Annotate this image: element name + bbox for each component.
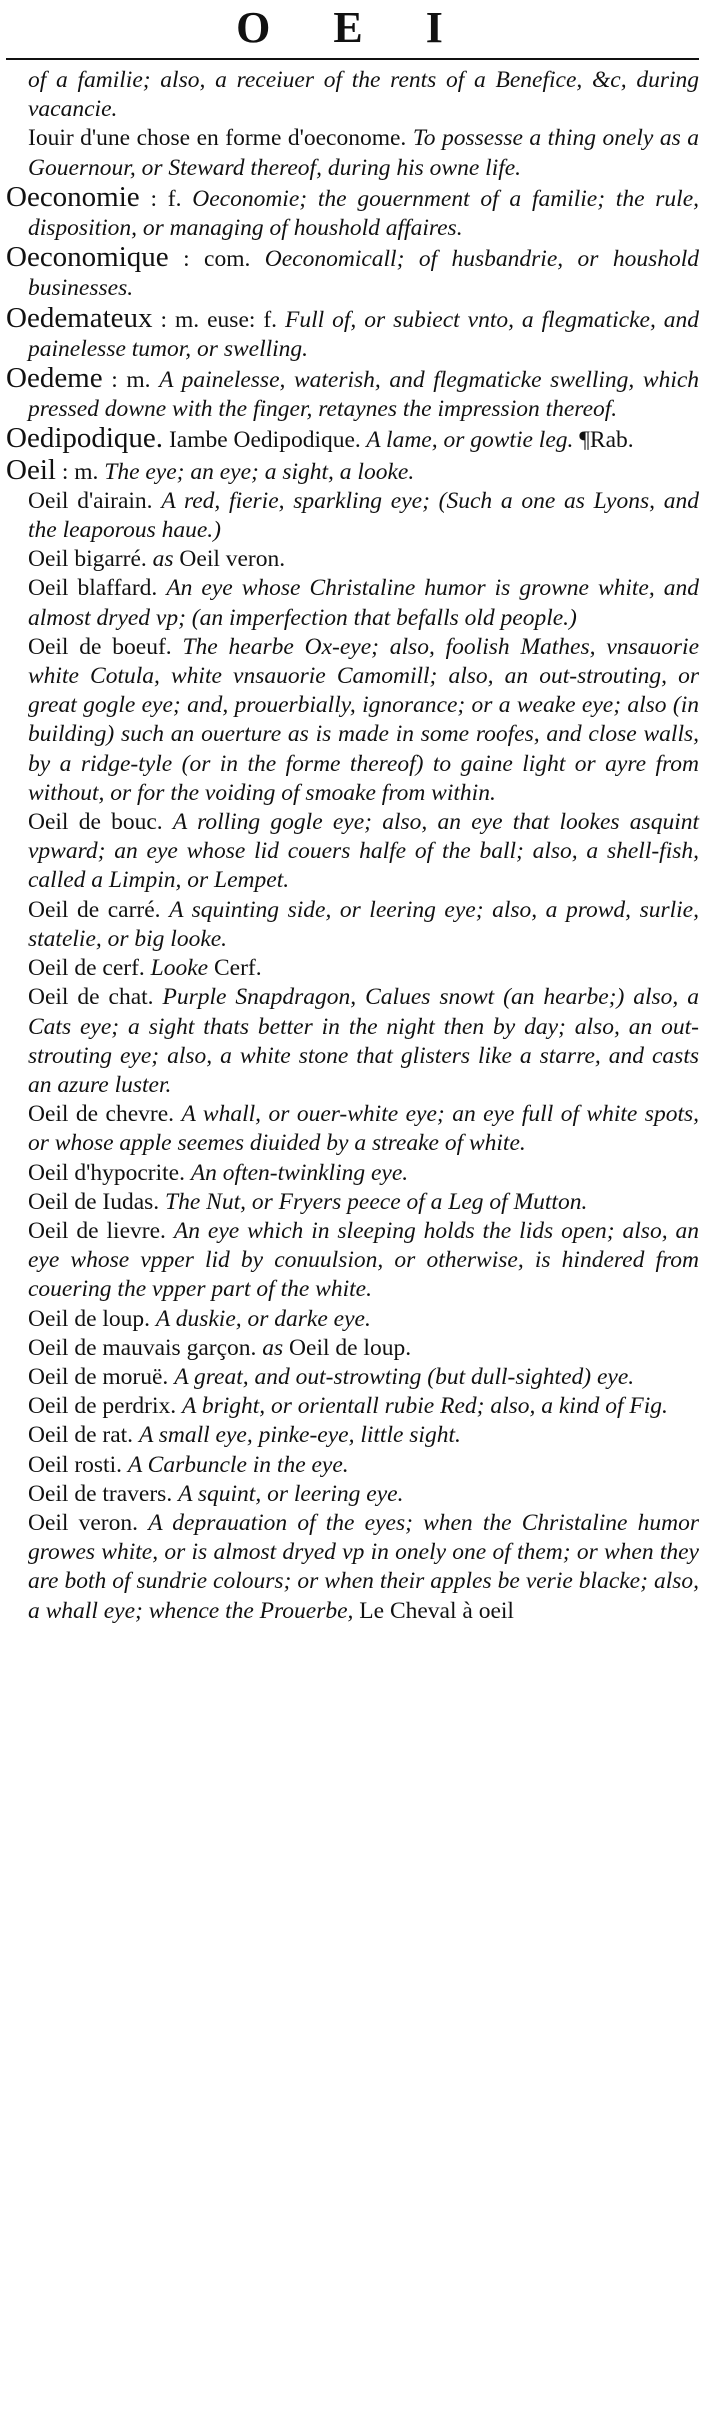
entry-headword: Oeil de bouc. — [28, 809, 163, 836]
entry-headword: Oeil de mauvais garçon. — [28, 1334, 257, 1361]
entry-headword: Oeil de rat. — [28, 1422, 134, 1449]
entry-definition: A Carbuncle in the eye. — [127, 1451, 349, 1478]
entry-headword: Oeil rosti. — [28, 1451, 122, 1478]
dictionary-entry — [6, 1100, 699, 1158]
entry-definition: A bright, or orientall rubie Red; also, a kind of Fig. — [182, 1393, 668, 1420]
dictionary-entry — [6, 1480, 699, 1509]
dictionary-entry — [6, 364, 699, 424]
entry-crossref: Cerf. — [208, 955, 262, 982]
dictionary-entry — [6, 424, 699, 455]
header-rule — [6, 58, 699, 60]
entry-definition: A squint, or leering eye. — [178, 1480, 404, 1507]
entry-headword: Oeil veron. — [28, 1509, 139, 1536]
page-header: O E I — [236, 3, 469, 52]
dictionary-entry — [6, 1188, 699, 1217]
entry-headword: Oedeme — [6, 362, 103, 395]
entry-definition: An eye whose Christaline humor is growne white, and almost dryed vp; (an imperfection that befalls old people.) — [28, 575, 700, 631]
entry-grammar: : m. — [61, 458, 99, 485]
dictionary-entry — [6, 1159, 699, 1188]
entry-definition: A whall, or ouer-white eye; an eye full of white spots, or whose apple seemes diuided by a streake of white. — [28, 1101, 699, 1157]
entry-crossref: Le Cheval à oeil — [353, 1597, 514, 1624]
entry-definition: Oeconomicall; of husbandrie, or houshold businesses. — [28, 246, 700, 302]
dictionary-entry — [6, 1509, 699, 1626]
entry-crossref: ¶Rab. — [573, 427, 634, 454]
entry-definition: The hearbe Ox-eye; also, foolish Mathes, vnsauorie white Cotula, white vnsauorie Camomill; also, an out-strouting, or great gogle eye; and, prouerbially, ignorance; or a weake eye; also (in building) such an ouerture as is made in some roofes, and close walls, by a ridge-tyle (or in the forme thereof) to gaine light or ayre from without, or for the voiding of smoake from within. — [28, 633, 699, 806]
dictionary-entry — [6, 1451, 699, 1480]
entry-headword: Oedemateux — [6, 301, 153, 334]
entry-phrase: Iambe Oedipodique. — [168, 427, 361, 454]
entry-grammar: : com. — [183, 246, 251, 273]
entry-definition: A small eye, pinke-eye, little sight. — [138, 1422, 461, 1449]
entry-headword: Oeil de chat. — [28, 984, 154, 1011]
entry-grammar: : m. — [111, 367, 151, 394]
dictionary-entry — [6, 453, 699, 487]
dictionary-entry — [6, 545, 699, 574]
dictionary-entry — [6, 1217, 699, 1305]
dictionary-entry — [6, 1421, 699, 1450]
entry-definition: Looke — [150, 955, 209, 982]
entry-headword: Oeil de lievre. — [28, 1217, 166, 1244]
entry-headword: Oeil — [6, 453, 56, 486]
entry-definition: Oeconomie; the gouernment of a familie; the rule, disposition, or managing of houshold affaires. — [28, 185, 700, 242]
entry-headword: Iouir d'une chose en forme d'oeconome. — [28, 125, 407, 152]
entry-headword: Oeil blaffard. — [28, 575, 158, 602]
entry-headword: Oeil d'airain. — [28, 487, 153, 514]
entry-crossref: Oeil veron. — [173, 546, 286, 573]
dictionary-entry — [6, 487, 699, 545]
dictionary-entry — [6, 301, 700, 364]
entry-headword: Oeil de perdrix. — [28, 1393, 177, 1420]
entry-grammar: : m. euse: f. — [160, 306, 278, 333]
entry-definition: An often-twinkling eye. — [190, 1159, 409, 1186]
entry-definition: A squinting side, or leering eye; also, a prowd, surlie, statelie, or big looke. — [28, 896, 699, 952]
dictionary-entry — [6, 633, 699, 808]
entry-headword: Oeil de cerf. — [28, 955, 145, 982]
entry-grammar: : f. — [150, 185, 182, 212]
entry-definition: The Nut, or Fryers peece of a Leg of Mutton. — [165, 1188, 588, 1215]
entry-definition: A red, fierie, sparkling eye; (Such a one as Lyons, and the leaporous haue.) — [28, 487, 699, 544]
entry-definition: A rolling gogle eye; also, an eye that lookes asquint vpward; an eye whose lid couers halfe of the ball; also, a shell-fish, called a Limpin, or Lempet. — [28, 809, 699, 894]
entry-headword: Oeil de carré. — [28, 896, 161, 923]
dictionary-entry — [6, 808, 699, 896]
entry-headword: Oeil de moruë. — [28, 1363, 169, 1390]
dictionary-entry — [6, 954, 699, 983]
entry-definition: as — [262, 1334, 284, 1361]
entry-definition: A duskie, or darke eye. — [155, 1305, 371, 1332]
dictionary-entry — [6, 124, 699, 182]
dictionary-entry — [6, 1363, 699, 1392]
entry-headword: Oeil de travers. — [28, 1480, 173, 1507]
entry-headword: Oeconomie — [6, 180, 140, 213]
entry-headword: Oeil bigarré. — [28, 546, 147, 573]
entry-headword: Oeil de boeuf. — [28, 633, 172, 660]
dictionary-entry — [6, 896, 699, 954]
dictionary-entry — [6, 1392, 699, 1421]
entry-definition: Purple Snapdragon, Calues snowt (an hearbe;) also, a Cats eye; a sight thats better in the night then by day; also, an out-strouting eye; also, a white stone that glisters like a starre, and casts an azure luster. — [28, 984, 700, 1098]
entry-definition: A painelesse, waterish, and flegmaticke swelling, which pressed downe with the finger, retaynes the impression thereof. — [28, 367, 700, 423]
dictionary-entry — [6, 983, 699, 1100]
entry-definition: A deprauation of the eyes; when the Christaline humor growes white, or is almost dryed vp in onely one of them; or when they are both of sundrie colours; or when their apples be verie blacke; also, a whall eye; whence the Prouerbe, — [28, 1509, 700, 1624]
entry-definition: of a familie; also, a receiuer of the rents of a Benefice, &c, during vacancie. — [28, 67, 699, 123]
entry-headword: Oeil de Iudas. — [28, 1188, 160, 1215]
entry-definition: An eye which in sleeping holds the lids open; also, an eye whose vpper lid by conuulsion, or otherwise, is hindered from couering the vpper part of the white. — [28, 1217, 700, 1303]
entry-headword: Oedipodique. — [6, 422, 164, 455]
entry-list — [6, 66, 699, 1626]
entry-headword: Oeil de loup. — [28, 1305, 151, 1332]
entry-crossref: Oeil de loup. — [283, 1334, 412, 1361]
entry-headword: Oeil d'hypocrite. — [28, 1159, 185, 1186]
dictionary-entry — [6, 180, 700, 243]
entry-headword: Oeconomique — [6, 241, 169, 274]
dictionary-entry — [6, 1334, 699, 1363]
entry-headword: Oeil de chevre. — [28, 1101, 175, 1128]
entry-definition: as — [152, 546, 174, 573]
dictionary-entry — [6, 243, 699, 303]
dictionary-entry — [6, 66, 699, 124]
entry-definition: A lame, or gowtie leg. — [360, 427, 574, 454]
entry-definition: Full of, or subiect vnto, a flegmaticke, and painelesse tumor, or swelling. — [28, 306, 700, 362]
entry-definition: The eye; an eye; a sight, a looke. — [104, 458, 415, 485]
dictionary-entry — [6, 1305, 699, 1334]
dictionary-entry — [6, 574, 699, 632]
entry-definition: A great, and out-strowting (but dull-sighted) eye. — [174, 1363, 635, 1390]
entry-definition: To possesse a thing onely as a Gouernour, or Steward thereof, during his owne life. — [28, 125, 699, 181]
